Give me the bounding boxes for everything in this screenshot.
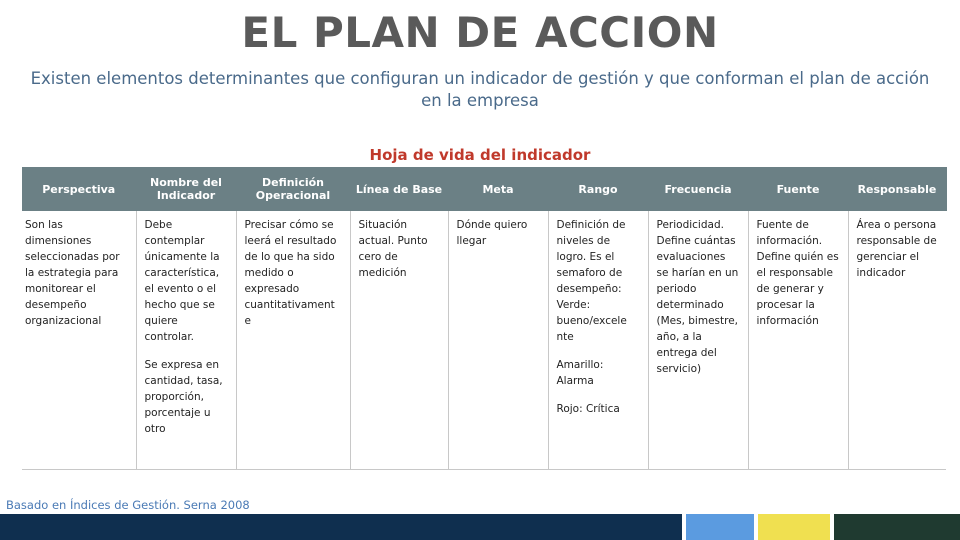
cell-text: Situación actual. Punto cero de medición: [358, 219, 428, 279]
cell-text: Definición de niveles de logro. Es el semaforo de desempeño: Verde: bueno/excele nte: [556, 219, 627, 343]
page-subtitle: Existen elementos determinantes que configuran un indicador de gestión y que conforman el plan de acción en la empresa: [30, 69, 930, 110]
cell-text: Se expresa en cantidad, tasa, proporción, porcentaje u otro: [144, 359, 223, 435]
cell-definicion-operacional: [236, 211, 350, 470]
cell-text: Son las dimensiones seleccionadas por la estrategia para monitorear el desempeño organizacional: [25, 219, 120, 327]
source-citation: Basado en Índices de Gestión. Serna 2008: [6, 498, 250, 512]
footer-bar-navy: [0, 514, 682, 540]
indicator-table: [22, 167, 947, 470]
header-perspectiva: Perspectiva: [22, 167, 136, 211]
header-definicion-operacional: Definición Operacional: [236, 167, 350, 211]
page-title: EL PLAN DE ACCION: [241, 8, 719, 57]
header-linea-base: Línea de Base: [350, 167, 448, 211]
cell-nombre-indicador: [136, 211, 236, 470]
cell-text: Dónde quiero llegar: [456, 219, 528, 247]
header-frecuencia: Frecuencia: [648, 167, 748, 211]
cell-text: Debe contemplar únicamente la característica, el evento o el hecho que se quiere controlar.: [144, 219, 220, 343]
cell-text: Periodicidad. Define cuántas evaluaciones se harían en un periodo determinado (Mes, bimestre, año, a la entrega del servicio): [656, 219, 739, 375]
cell-text: Fuente de información. Define quién es el responsable de generar y procesar la información: [756, 219, 839, 327]
footer-bar-yellow: [758, 514, 830, 540]
table-title: Hoja de vida del indicador: [369, 146, 591, 164]
cell-responsable: [848, 211, 946, 470]
cell-text: Amarillo: Alarma: [556, 359, 604, 387]
cell-fuente: [748, 211, 848, 470]
cell-text: Rojo: Crítica: [556, 403, 620, 415]
cell-meta: [448, 211, 548, 470]
header-nombre-indicador: Nombre del Indicador: [136, 167, 236, 211]
header-responsable: Responsable: [848, 167, 946, 211]
cell-perspectiva: [22, 211, 136, 470]
footer-bar-green: [834, 514, 960, 540]
cell-text: Precisar cómo se leerá el resultado de lo que ha sido medido o expresado cuantitativament e: [244, 219, 337, 327]
header-meta: Meta: [448, 167, 548, 211]
cell-linea-base: [350, 211, 448, 470]
table-header-row: [22, 167, 946, 211]
header-fuente: Fuente: [748, 167, 848, 211]
cell-rango: [548, 211, 648, 470]
table-row: [22, 211, 946, 470]
cell-text: Área o persona responsable de gerenciar el indicador: [856, 219, 937, 279]
footer-bar-blue: [686, 514, 754, 540]
cell-frecuencia: [648, 211, 748, 470]
header-rango: Rango: [548, 167, 648, 211]
